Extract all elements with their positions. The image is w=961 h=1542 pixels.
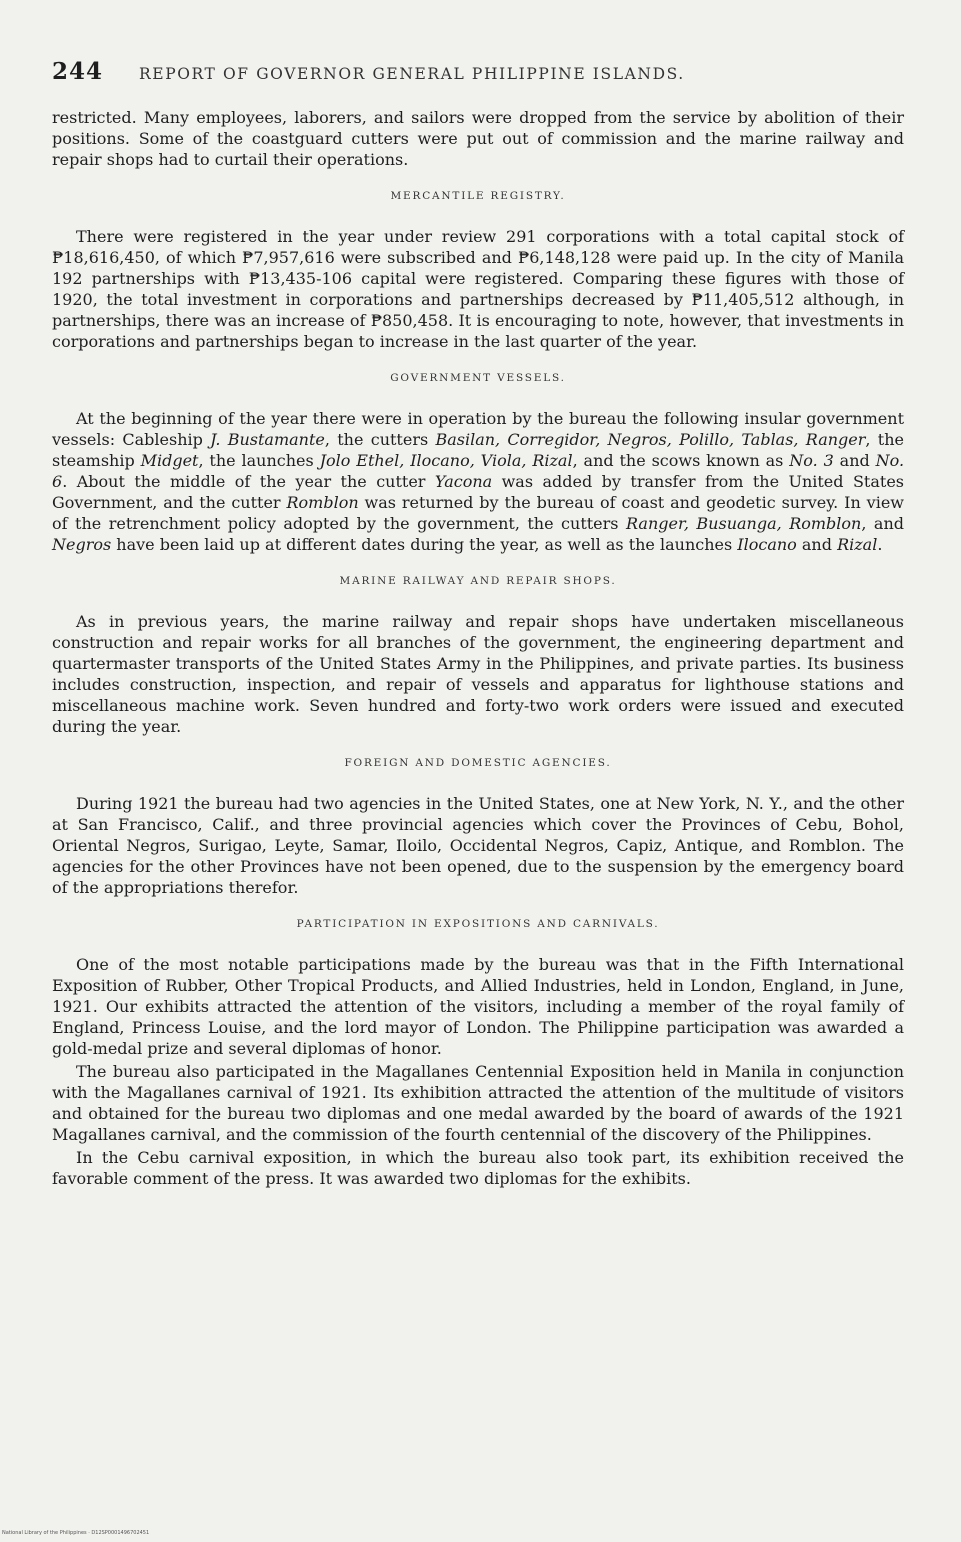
section-heading-agencies: FOREIGN AND DOMESTIC AGENCIES. [344,757,612,769]
section-heading-marine-railway: MARINE RAILWAY AND REPAIR SHOPS. [339,575,617,587]
continuation-paragraph: restricted. Many employees, laborers, and sailors were dropped from the service by abolition of their positions. Some of the coastguard cutters were put out of commission and the marine railway and repair shops had to curtail their operations. [52,108,904,169]
text-span: , the launches [198,451,320,470]
agencies-paragraph: During 1921 the bureau had two agencies in the United States, one at New York, N. Y., and the other at San Francisco, Calif., and three provincial agencies which cover the Provinces of Cebu, Bohol, Oriental Negros, Surigao, Leyte, Samar, Iloilo, Occidental Negros, Capiz, Antique, and Romblon. The agencies for the other Provinces have not been opened, due to the suspension by the emergency board of the appropriations therefor. [52,794,904,897]
text-span: . [877,535,883,554]
vessel-name: Ranger, Busuanga, Romblon [626,514,862,533]
vessel-name: Ilocano [737,535,797,554]
vessel-name: Basilan, Corregidor, Negros, Polillo, Tablas, Ranger [435,430,866,449]
text-span: was returned by the bureau of coast and geodetic survey. In view of the retrenchment policy adopted by the government, the cutters [52,493,905,533]
section-heading-expositions: PARTICIPATION IN EXPOSITIONS AND CARNIVALS. [296,918,660,930]
text-span: , and the scows known as [572,451,790,470]
text-span: was added by transfer from the United States Government, and the cutter [52,472,905,512]
vessel-name: Yacona [434,472,493,491]
vessel-name: Jolo Ethel, Ilocano, Viola, Rizal [319,451,573,470]
vessel-name: No. 6 [52,451,905,491]
scan-footer-note: National Library of the Philippines · D12SP0001496702451 [2,1530,150,1536]
text-span: , the steamship [52,430,904,470]
section-heading-mercantile-registry: MERCANTILE REGISTRY. [390,190,566,202]
text-span: . About the middle of the year the cutter [62,472,435,491]
vessel-name: Romblon [286,493,359,512]
text-span: have been laid up at different dates during the year, as well as the launches [111,535,738,554]
section-heading-government-vessels: GOVERNMENT VESSELS. [390,372,566,384]
text-span: , the cutters [324,430,436,449]
document-page [52,58,904,1189]
text-span: At the beginning of the year there were in operation by the bureau the following insular government vessels: Cableship [52,409,904,449]
vessel-name: J. Bustamante [210,430,325,449]
text-span: and [796,535,838,554]
government-vessels-paragraph [52,408,904,555]
page-header [52,58,904,85]
running-head: REPORT OF GOVERNOR GENERAL PHILIPPINE ISLANDS. [139,65,685,83]
vessel-name: Midget [140,451,199,470]
vessel-name: Negros [52,535,112,554]
marine-railway-paragraph: As in previous years, the marine railway and repair shops have undertaken miscellaneous construction and repair works for all branches of the government, the engineering department and quartermaster transports of the United States Army in the Philippines, and private parties. Its business includes construction, inspection, and repair of vessels and apparatus for lighthouse stations and miscellaneous machine work. Seven hundred and forty-two work orders were issued and executed during the year. [52,612,904,736]
page-number: 244 [52,58,104,85]
mercantile-registry-paragraph: There were registered in the year under review 291 corporations with a total capital stock of ₱18,616,450, of which ₱7,957,616 were subscribed and ₱6,148,128 were paid up. In the city of Manila 192 partnerships with ₱13,435-106 capital were registered. Comparing these figures with those of 1920, the total investment in corporations and partnerships decreased by ₱11,405,512 although, in partnerships, there was an increase of ₱850,458. It is encouraging to note, however, that investments in corporations and partnerships began to increase in the last quarter of the year. [52,227,904,351]
expositions-paragraph-1: One of the most notable participations made by the bureau was that in the Fifth International Exposition of Rubber, Other Tropical Products, and Allied Industries, held in London, England, in June, 1921. Our exhibits attracted the attention of the visitors, including a member of the royal family of England, Princess Louise, and the lord mayor of London. The Philippine participation was awarded a gold-medal prize and several diplomas of honor. [52,955,904,1058]
text-span: and [833,451,876,470]
text-span: , and [861,514,904,533]
expositions-paragraph-2: The bureau also participated in the Magallanes Centennial Exposition held in Manila in conjunction with the Magallanes carnival of 1921. Its exhibition attracted the attention of the multitude of visitors and obtained for the bureau two diplomas and one medal awarded by the board of awards of the 1921 Magallanes carnival, and the commission of the fourth centennial of the discovery of the Philippines. [52,1062,904,1144]
vessel-name: No. 3 [789,451,834,470]
expositions-paragraph-3: In the Cebu carnival exposition, in which the bureau also took part, its exhibition received the favorable comment of the press. It was awarded two diplomas for the exhibits. [52,1148,904,1188]
vessel-name: Rizal [837,535,878,554]
